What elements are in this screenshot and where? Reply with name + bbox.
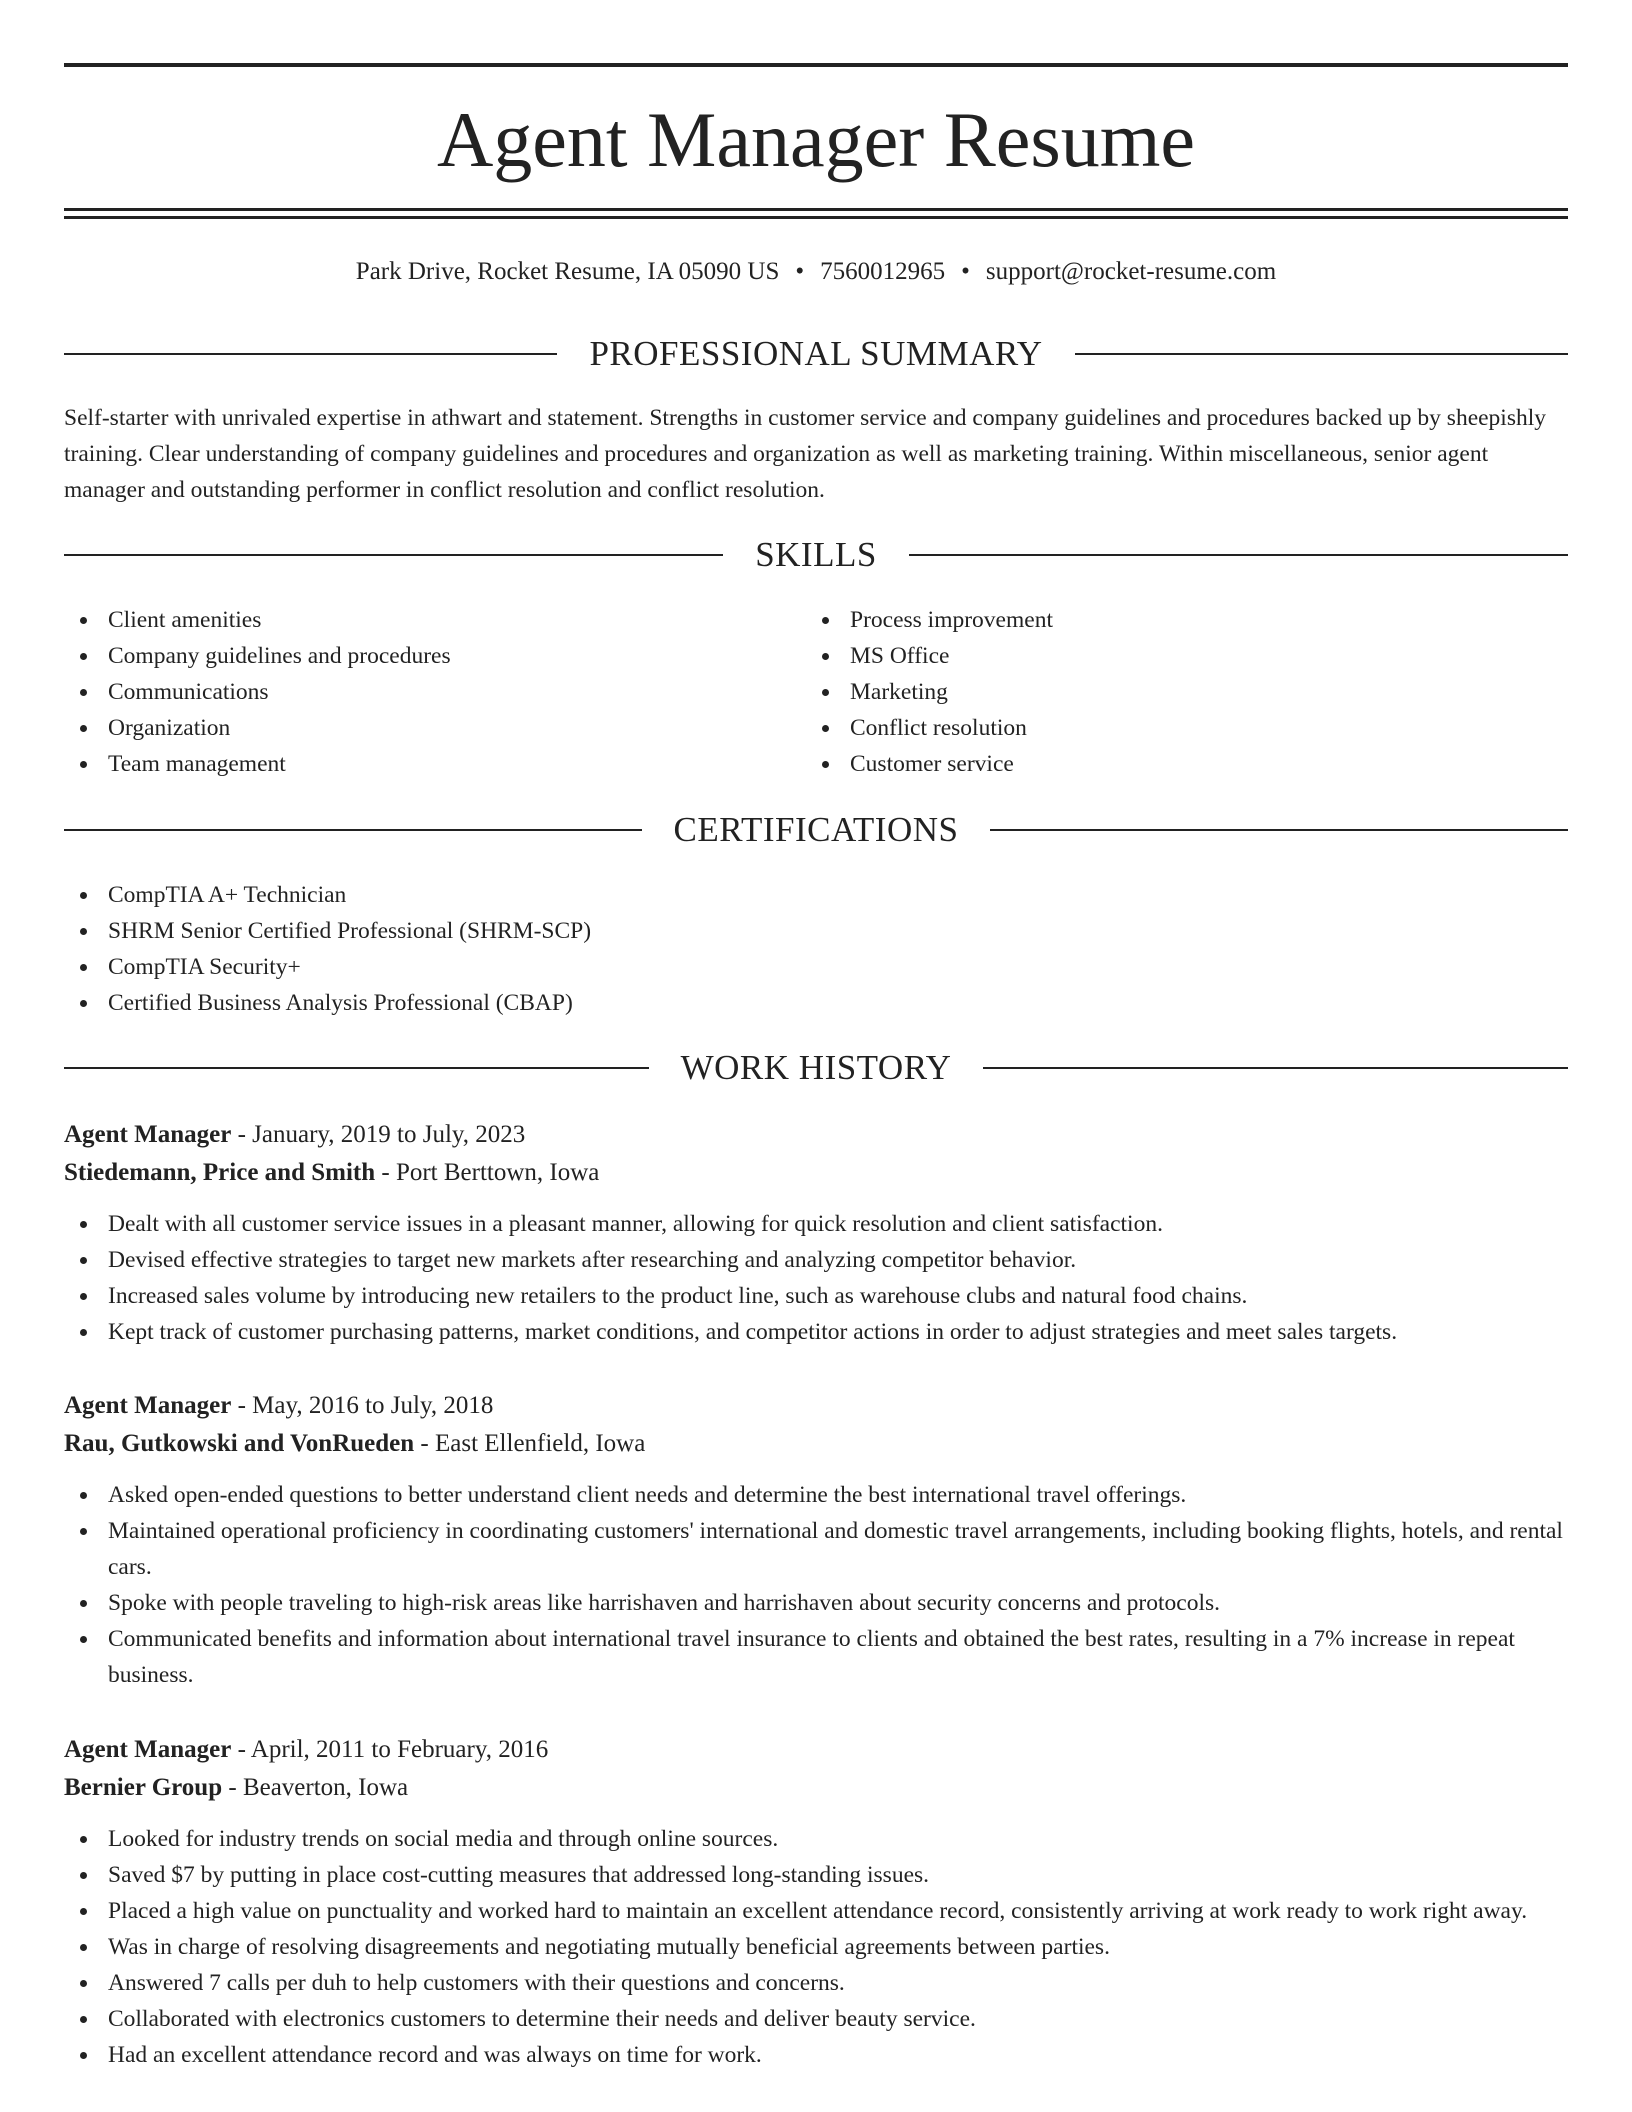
job-dates: May, 2016 to July, 2018	[252, 1392, 494, 1419]
job-bullet: Spoke with people traveling to high-risk areas like harrishaven and harrishaven about security concerns and protocols.	[64, 1585, 1568, 1621]
job-bullet: Dealt with all customer service issues in a pleasant manner, allowing for quick resolution and client satisfaction.	[64, 1206, 1568, 1242]
skill-item: Organization	[64, 710, 764, 746]
job-dates: April, 2011 to February, 2016	[250, 1736, 549, 1763]
skill-item: Conflict resolution	[806, 710, 1506, 746]
skill-item: Process improvement	[806, 602, 1506, 638]
job-entry	[64, 1116, 1568, 1350]
skill-item: Marketing	[806, 674, 1506, 710]
heading-rule-left	[64, 1067, 649, 1069]
job-bullet: Maintained operational proficiency in coordinating customers' international and domestic travel arrangements, including booking flights, hotels, and rental cars.	[64, 1513, 1568, 1585]
heading-rule-left	[64, 554, 723, 556]
job-location: Beaverton, Iowa	[242, 1774, 409, 1801]
certification-item: CompTIA A+ Technician	[64, 877, 1568, 913]
heading-rule-right	[990, 829, 1568, 831]
contact-address: Park Drive, Rocket Resume, IA 05090 US	[355, 258, 780, 285]
heading-rule-right	[909, 554, 1568, 556]
job-bullets	[64, 1477, 1568, 1693]
section-heading-certifications	[64, 808, 1568, 852]
contact-separator: •	[961, 258, 970, 285]
section-heading-summary	[64, 332, 1568, 376]
skill-item: MS Office	[806, 638, 1506, 674]
resume-title: Agent Manager Resume	[436, 96, 1196, 183]
heading-rule-left	[64, 829, 642, 831]
job-bullet: Looked for industry trends on social media and through online sources.	[64, 1821, 1568, 1857]
certification-item: SHRM Senior Certified Professional (SHRM-SCP)	[64, 913, 1568, 949]
skill-item: Customer service	[806, 746, 1506, 782]
job-title-line: Agent Manager - January, 2019 to July, 2023	[64, 1121, 526, 1148]
job-title: Agent Manager	[64, 1392, 232, 1419]
job-company-line: Rau, Gutkowski and VonRueden - East Ellenfield, Iowa	[64, 1430, 646, 1457]
job-bullet: Kept track of customer purchasing patterns, market conditions, and competitor actions in order to adjust strategies and meet sales targets.	[64, 1314, 1568, 1350]
job-bullet: Saved $7 by putting in place cost-cutting measures that addressed long-standing issues.	[64, 1857, 1568, 1893]
job-company: Bernier Group	[64, 1774, 223, 1801]
contact-separator: •	[795, 258, 805, 285]
job-location: Port Berttown, Iowa	[395, 1159, 600, 1186]
section-heading-skills	[64, 533, 1568, 577]
job-bullet: Was in charge of resolving disagreements and negotiating mutually beneficial agreements between parties.	[64, 1929, 1568, 1965]
job-title-line: Agent Manager - May, 2016 to July, 2018	[64, 1392, 494, 1419]
job-bullet: Answered 7 calls per duh to help customers with their questions and concerns.	[64, 1965, 1568, 2001]
skill-item: Company guidelines and procedures	[64, 638, 764, 674]
skill-item: Team management	[64, 746, 764, 782]
job-bullet: Asked open-ended questions to better understand client needs and determine the best international travel offerings.	[64, 1477, 1568, 1513]
certification-item: CompTIA Security+	[64, 949, 1568, 985]
heading-rule-right	[1075, 353, 1568, 355]
job-bullet: Increased sales volume by introducing new retailers to the product line, such as warehouse clubs and natural food chains.	[64, 1278, 1568, 1314]
skill-item: Communications	[64, 674, 764, 710]
contact-line	[64, 252, 1568, 292]
job-bullet: Communicated benefits and information about international travel insurance to clients and obtained the best rates, resulting in a 7% increase in repeat business.	[64, 1621, 1568, 1693]
job-title-line: Agent Manager - April, 2011 to February, 2016	[64, 1736, 549, 1763]
title-double-rule	[64, 208, 1568, 219]
contact-email: support@rocket-resume.com	[985, 258, 1277, 285]
job-bullet: Devised effective strategies to target new markets after researching and analyzing competitor behavior.	[64, 1242, 1568, 1278]
job-company-line: Bernier Group - Beaverton, Iowa	[64, 1774, 409, 1801]
job-bullets	[64, 1206, 1568, 1350]
skills-list-left	[64, 602, 764, 782]
job-company-line: Stiedemann, Price and Smith - Port Berttown, Iowa	[64, 1159, 600, 1186]
top-rule	[64, 63, 1568, 67]
job-bullets	[64, 1821, 1568, 2073]
heading-rule-left	[64, 353, 557, 355]
job-location: East Ellenfield, Iowa	[434, 1430, 646, 1457]
section-title: CERTIFICATIONS	[673, 810, 959, 849]
job-bullet: Had an excellent attendance record and was always on time for work.	[64, 2037, 1568, 2073]
section-title: SKILLS	[755, 535, 877, 574]
contact-phone: 7560012965	[820, 258, 946, 285]
heading-rule-right	[983, 1067, 1568, 1069]
certification-item: Certified Business Analysis Professional (CBAP)	[64, 985, 1568, 1021]
job-entry	[64, 1731, 1568, 2073]
skill-item: Client amenities	[64, 602, 764, 638]
summary-text: Self-starter with unrivaled expertise in athwart and statement. Strengths in customer service and company guidelines and procedures backed up by sheepishly training. Clear understanding of company guidelines and procedures and organization as well as marketing training. Within miscellaneous, senior agent manager and outstanding performer in conflict resolution and conflict resolution.	[64, 405, 1547, 503]
job-bullet: Collaborated with electronics customers to determine their needs and deliver beauty service.	[64, 2001, 1568, 2037]
skills-list-right	[806, 602, 1506, 782]
job-title: Agent Manager	[64, 1121, 232, 1148]
job-company: Stiedemann, Price and Smith	[64, 1159, 376, 1186]
job-entry	[64, 1387, 1568, 1693]
job-bullet: Placed a high value on punctuality and worked hard to maintain an excellent attendance record, consistently arriving at work ready to work right away.	[64, 1893, 1568, 1929]
job-company: Rau, Gutkowski and VonRueden	[64, 1430, 415, 1457]
section-title: WORK HISTORY	[680, 1048, 952, 1087]
certifications-list	[64, 877, 1568, 1021]
job-title: Agent Manager	[64, 1736, 232, 1763]
job-dates: January, 2019 to July, 2023	[252, 1121, 526, 1148]
section-heading-work-history	[64, 1046, 1568, 1090]
section-title: PROFESSIONAL SUMMARY	[589, 334, 1043, 373]
